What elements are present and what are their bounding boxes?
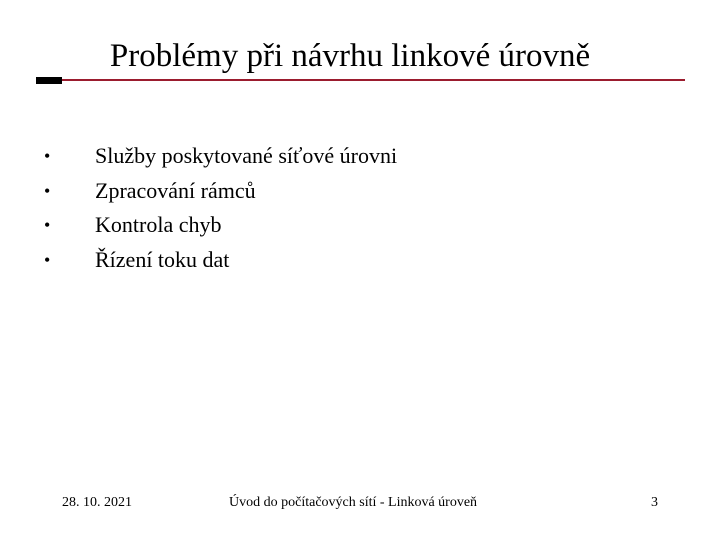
bullet-text: Řízení toku dat [95, 246, 230, 272]
bullet-marker: • [44, 180, 51, 201]
bullet-text: Kontrola chyb [95, 212, 222, 237]
bullet-text: Služby poskytované síťové úrovni [95, 143, 398, 168]
bullet-text: Zpracování rámců [95, 177, 256, 203]
page-number: 3 [651, 495, 658, 510]
footer-date: 28. 10. 2021 [62, 495, 132, 510]
bullet-marker: • [44, 215, 51, 235]
title-accent-block [36, 77, 62, 84]
bullet-marker: • [44, 146, 51, 166]
footer-course-title: Úvod do počítačových sítí - Linková úroveň [229, 495, 478, 510]
title-underline [62, 79, 685, 81]
slide-title: Problémy při návrhu linkové úrovně [109, 38, 591, 74]
bullet-marker: • [44, 249, 51, 270]
